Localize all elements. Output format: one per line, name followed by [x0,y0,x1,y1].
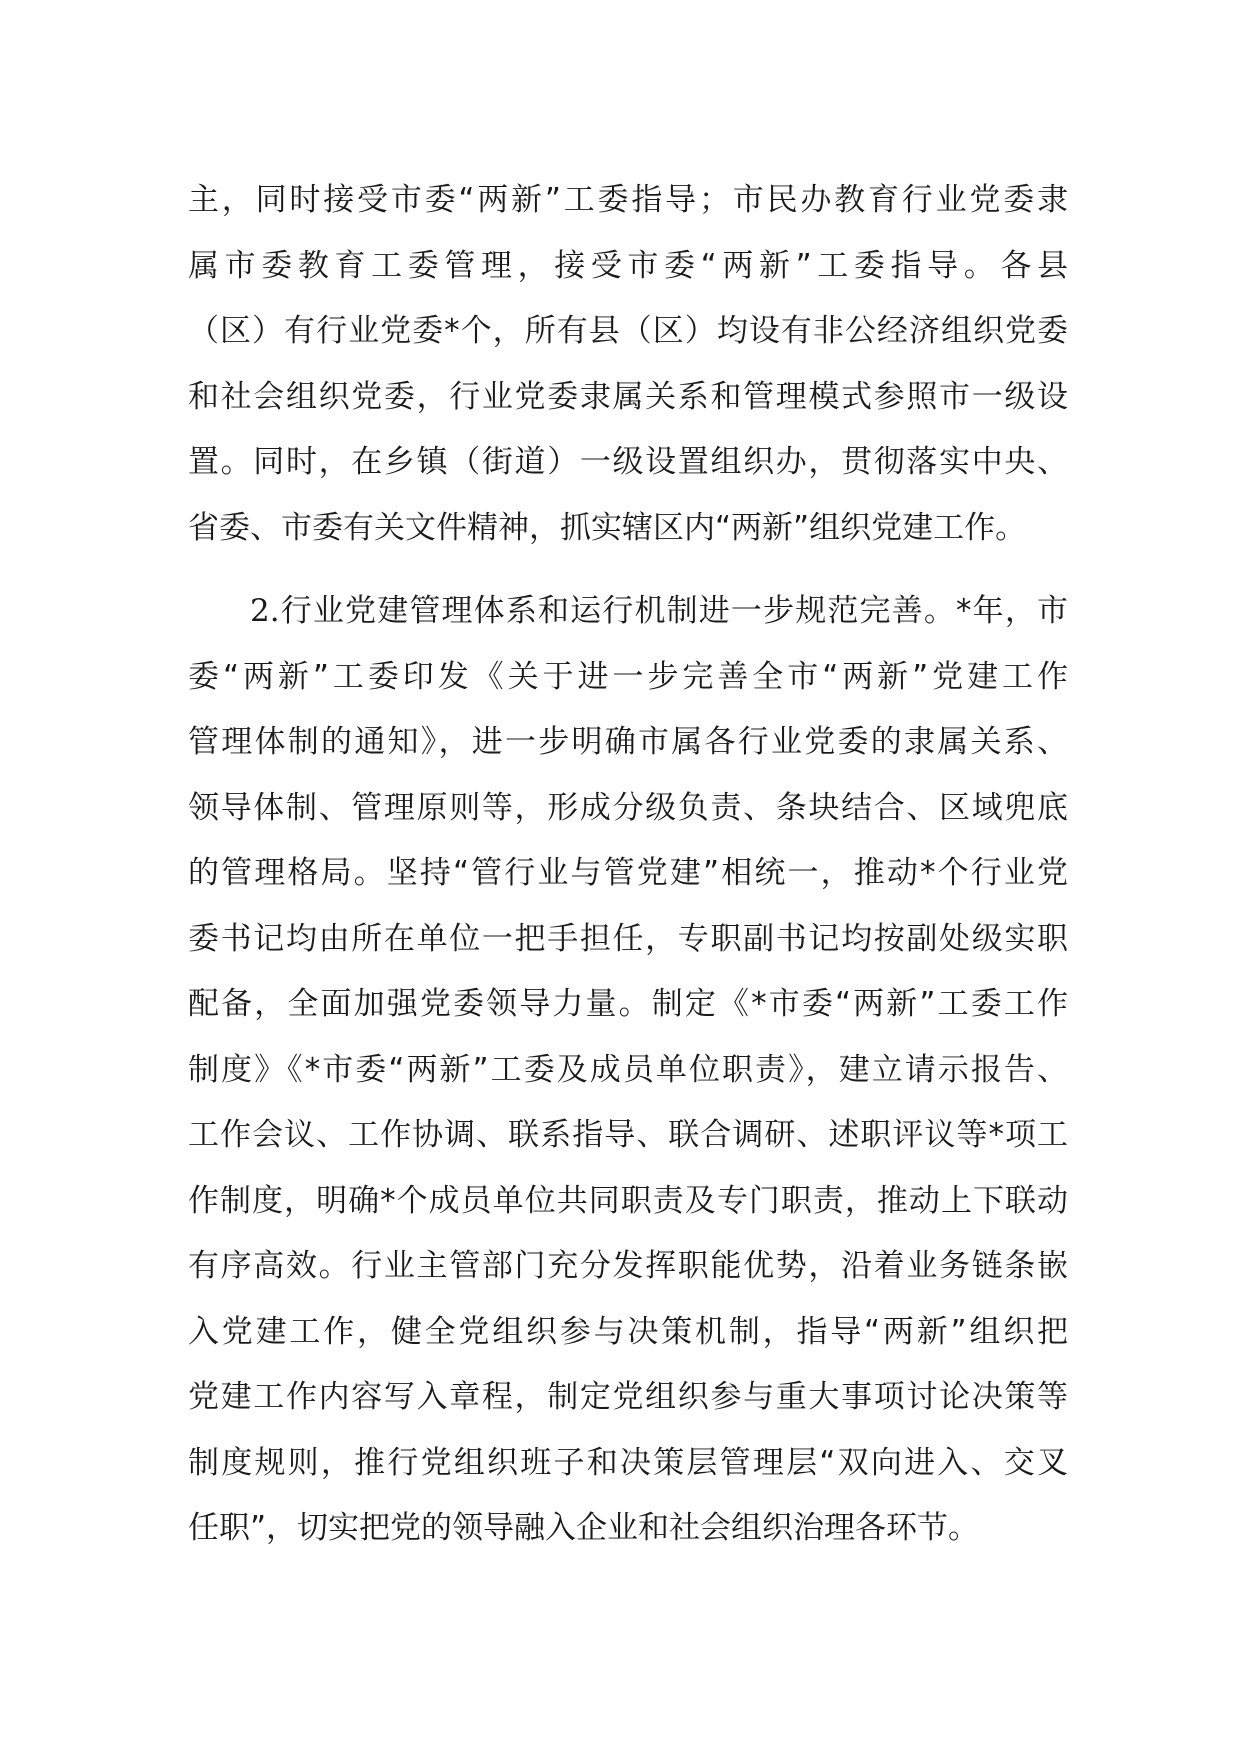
paragraph-line: 主，同时接受市委“两新”工委指导；市民办教育行业党委隶 [188,182,1068,218]
paragraph-line: 党建工作内容写入章程，制定党组织参与重大事项讨论决策等 [188,1379,1068,1415]
paragraph-line: 制度规则，推行党组织班子和决策层管理层“双向进入、交叉 [188,1444,1068,1481]
paragraph-line: 委“两新”工委印发《关于进一步完善全市“两新”党建工作 [188,658,1068,695]
paragraph-line: 领导体制、管理原则等，形成分级负责、条块结合、区域兜底 [188,789,1068,826]
paragraph-line: （区）有行业党委*个，所有县（区）均设有非公经济组织党委 [188,313,1068,349]
paragraph-line: 管理体制的通知》，进一步明确市属各行业党委的隶属关系、 [188,724,1068,760]
paragraph-first-line [188,579,1068,645]
paragraph-2 [188,579,1068,1562]
paragraph-line: 置。同时，在乡镇（街道）一级设置组织办，贯彻落实中央、 [188,444,1068,480]
section-heading-text: 行业党建管理体系和运行机制进一步规范完善。*年，市 [279,593,1068,629]
document-body [188,168,1068,1562]
paragraph-line: 制度》《*市委“两新”工委及成员单位职责》，建立请示报告、 [188,1051,1068,1088]
paragraph-1 [188,168,1068,561]
paragraph-line: 和社会组织党委，行业党委隶属关系和管理模式参照市一级设 [188,378,1068,415]
section-number: 2. [250,593,280,629]
paragraph-line: 省委、市委有关文件精神，抓实辖区内“两新”组织党建工作。 [188,509,1027,546]
paragraph-spacer [188,561,1068,579]
paragraph-line: 任职”，切实把党的领导融入企业和社会组织治理各环节。 [188,1510,980,1546]
paragraph-line: 入党建工作，健全党组织参与决策机制，指导“两新”组织把 [188,1313,1068,1350]
paragraph-line: 有序高效。行业主管部门充分发挥职能优势，沿着业务链条嵌 [188,1248,1068,1284]
paragraph-line: 委书记均由所在单位一把手担任，专职副书记均按副处级实职 [188,920,1068,957]
paragraph-line: 配备，全面加强党委领导力量。制定《*市委“两新”工委工作 [188,986,1068,1022]
paragraph-line: 属市委教育工委管理，接受市委“两新”工委指导。各县 [188,247,1068,284]
paragraph-line: 工作会议、工作协调、联系指导、联合调研、述职评议等*项工 [188,1117,1068,1153]
paragraph-line: 的管理格局。坚持“管行业与管党建”相统一，推动*个行业党 [188,855,1068,891]
paragraph-line: 作制度，明确*个成员单位共同职责及专门职责，推动上下联动 [188,1182,1068,1219]
